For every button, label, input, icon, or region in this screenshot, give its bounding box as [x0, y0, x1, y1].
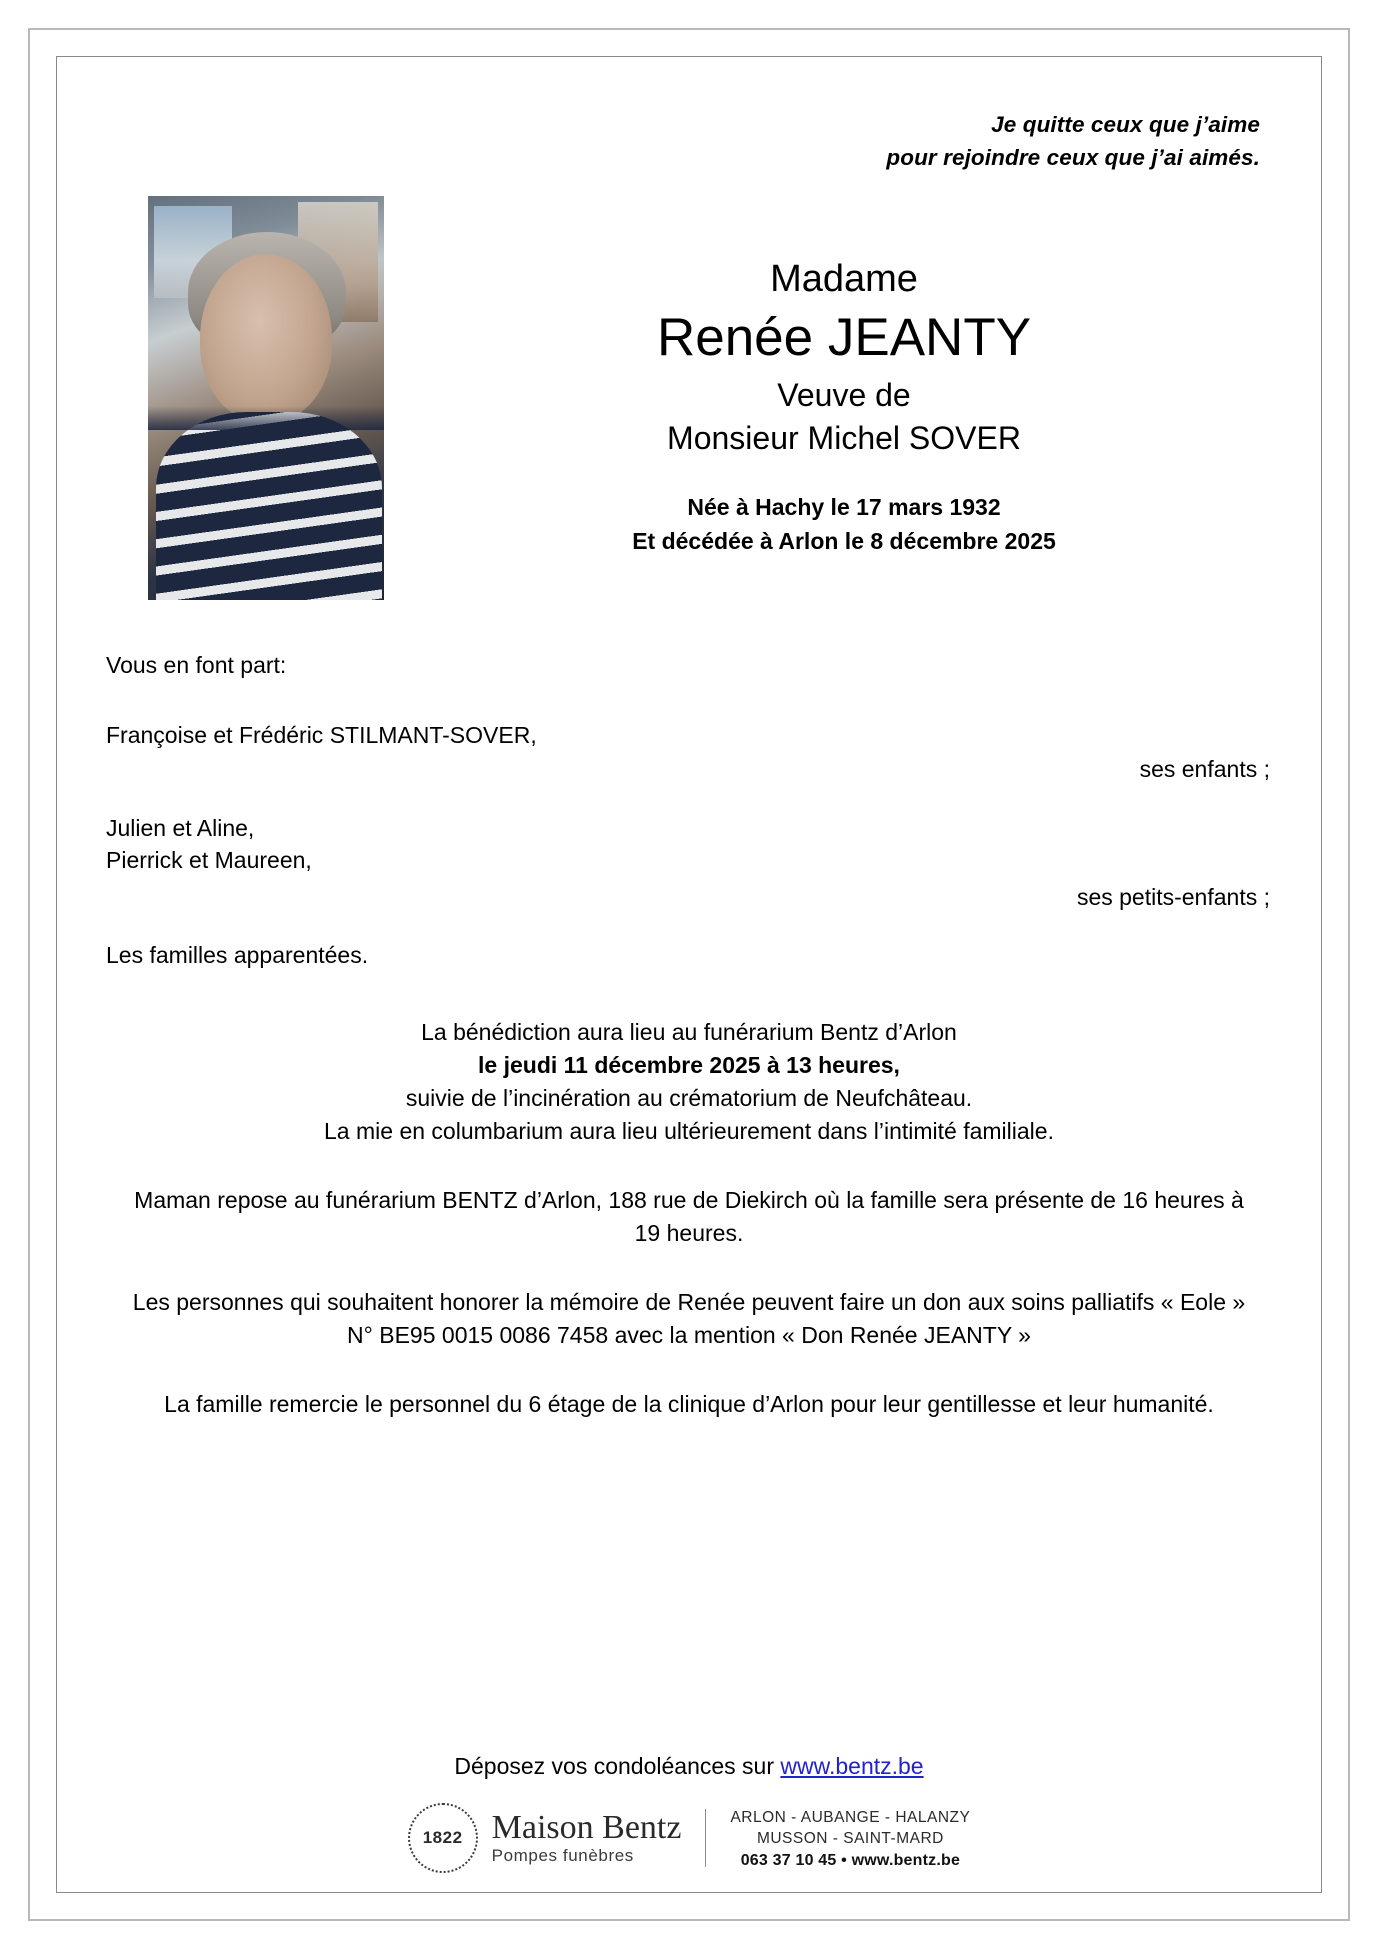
- logo-towns-line-2: MUSSON - SAINT-MARD: [756, 1829, 944, 1847]
- spouse-name: Monsieur Michel SOVER: [667, 420, 1021, 456]
- funeral-home-logo: [56, 1803, 1322, 1873]
- children-names: Françoise et Frédéric STILMANT-SOVER,: [106, 722, 537, 748]
- honorific: Madame: [770, 258, 918, 300]
- wreath-icon: [408, 1803, 478, 1873]
- logo-company-name: Maison Bentz: [491, 1809, 682, 1846]
- grandchildren-line-1: Julien et Aline,: [106, 815, 255, 841]
- header-block: [96, 196, 1282, 616]
- condolences-line: [56, 1751, 1322, 1781]
- logo-towns-line-1: ARLON - AUBANGE - HALANZY: [730, 1808, 971, 1826]
- logo-text-block: [492, 1810, 682, 1866]
- logo-phone-website: 063 37 10 45 • www.bentz.be: [740, 1851, 961, 1869]
- obituary-card: [56, 56, 1322, 1893]
- ceremony-line-3: suivie de l’incinération au crématorium de Neufchâteau.: [405, 1085, 973, 1111]
- name-block: [426, 196, 1282, 558]
- widow-label: Veuve de: [777, 377, 911, 413]
- logo-company-subtitle: Pompes funèbres: [491, 1846, 634, 1865]
- logo-year: 1822: [422, 1828, 463, 1847]
- donation-paragraph: Les personnes qui souhaitent honorer la mémoire de Renée peuvent faire un don aux soins palliatifs « Eole » N° BE95 0015 0086 7458 avec la mention « Don Renée JEANTY »: [132, 1289, 1246, 1348]
- deceased-name: Renée JEANTY: [656, 308, 1032, 367]
- epigraph: [96, 108, 1260, 174]
- birth-line: Née à Hachy le 17 mars 1932: [687, 494, 1001, 520]
- visitation-paragraph: Maman repose au funérarium BENTZ d’Arlon, 188 rue de Diekirch où la famille sera présente de 16 heures à 19 heures.: [134, 1187, 1244, 1246]
- photo-face: [200, 254, 332, 422]
- ceremony-datetime: le jeudi 11 décembre 2025 à 13 heures,: [478, 1052, 900, 1078]
- ceremony-line-1: La bénédiction aura lieu au funérarium Bentz d’Arlon: [421, 1019, 957, 1045]
- logo-contact-block: [730, 1807, 970, 1870]
- bentz-website-link[interactable]: www.bentz.be: [780, 1753, 924, 1779]
- logo-divider: [705, 1809, 706, 1867]
- epigraph-line-1: Je quitte ceux que j’aime: [991, 112, 1260, 137]
- condolences-text: Déposez vos condoléances sur: [454, 1753, 781, 1779]
- ceremony-details: [96, 1016, 1282, 1148]
- death-line: Et décédée à Arlon le 8 décembre 2025: [632, 528, 1056, 554]
- grandchildren-line-2: Pierrick et Maureen,: [106, 847, 312, 873]
- portrait-photo: [148, 196, 384, 600]
- photo-shadow: [148, 406, 384, 430]
- photo-striped-sweater: [156, 412, 382, 600]
- grandchildren-role: ses petits-enfants ;: [1076, 884, 1270, 910]
- ceremony-line-4: La mie en columbarium aura lieu ultérieurement dans l’intimité familiale.: [324, 1118, 1054, 1144]
- children-role: ses enfants ;: [1139, 756, 1270, 782]
- epigraph-line-2: pour rejoindre ceux que j’ai aimés.: [886, 145, 1260, 170]
- relatives-line: Les familles apparentées.: [106, 942, 369, 968]
- footer: [56, 1751, 1322, 1873]
- family-announcement: [96, 650, 1282, 970]
- thanks-paragraph: La famille remercie le personnel du 6 étage de la clinique d’Arlon pour leur gentillesse et leur humanité.: [164, 1391, 1214, 1417]
- announcement-lead: Vous en font part:: [106, 652, 287, 678]
